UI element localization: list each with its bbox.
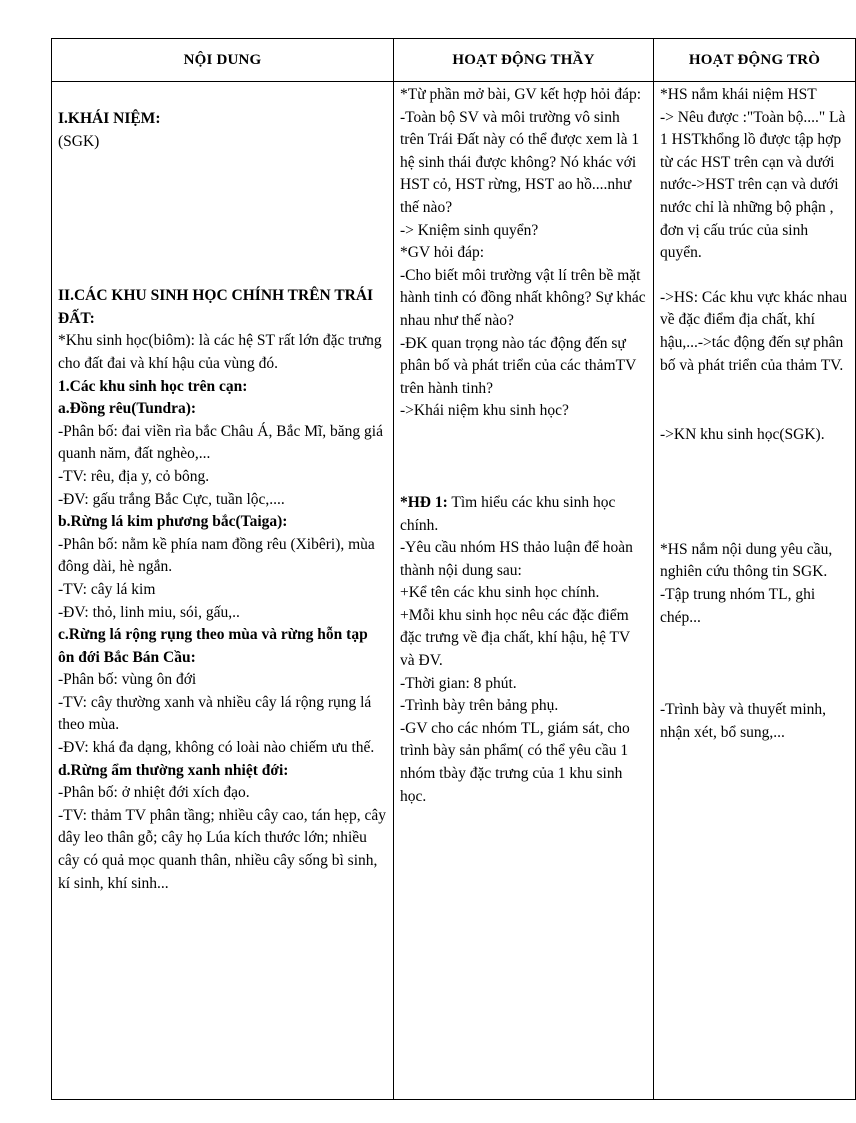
col1-paragraph: -Phân bố: ở nhiệt đới xích đạo. xyxy=(58,784,250,802)
col1-paragraph: 1.Các khu sinh học trên cạn: xyxy=(58,377,248,395)
col2-paragraph: ->Khái niệm khu sinh học? xyxy=(400,402,569,420)
col1-paragraph: -Phân bố: nằm kề phía nam đồng rêu (Xibêri), mùa đông dài, hè ngắn. xyxy=(58,535,375,576)
header-hoat-dong-thay: HOẠT ĐỘNG THẦY xyxy=(394,39,654,82)
col1-paragraph: -ĐV: thỏ, linh miu, sói, gấu,.. xyxy=(58,603,240,621)
col1-paragraph: c.Rừng lá rộng rụng theo mùa và rừng hỗn tạp ôn đới Bắc Bán Cầu: xyxy=(58,626,368,666)
col2-paragraph: -Cho biết môi trường vật lí trên bề mặt hành tinh có đồng nhất không? Sự khác nhau như thế nào? xyxy=(400,266,646,329)
col3-paragraph: *HS nắm khái niệm HST xyxy=(660,86,817,103)
col1-paragraph: *Khu sinh học(biôm): là các hệ ST rất lớn đặc trưng cho đất đai và khí hậu của vùng đó. xyxy=(58,332,382,372)
col1-paragraph: a.Đồng rêu(Tundra): xyxy=(58,400,197,418)
col1-paragraph: -TV: rêu, địa y, cỏ bông. xyxy=(58,467,210,485)
col2-paragraph-label: *HĐ 1: xyxy=(400,493,448,511)
hoat-dong-thay-cell xyxy=(394,82,654,1100)
col2-paragraph: -Thời gian: 8 phút. xyxy=(400,674,517,692)
col2-paragraph: *Từ phần mở bài, GV kết hợp hỏi đáp: xyxy=(400,86,642,103)
content-row xyxy=(52,82,856,1100)
col1-paragraph: -TV: cây thường xanh và nhiều cây lá rộng rụng lá theo mùa. xyxy=(58,693,372,734)
col1-paragraph: -Phân bố: đai viền rìa bắc Châu Á, Bắc Mĩ, băng giá quanh năm, đất nghèo,... xyxy=(58,422,383,463)
col2-paragraph xyxy=(400,492,647,537)
col2-paragraph: -Toàn bộ SV và môi trường vô sinh trên Trái Đất này có thể được xem là 1 hệ sinh thái được không? Nó khác với HST cỏ, HST rừng, HST ao hồ....như thế nào? xyxy=(400,108,640,216)
col2-paragraph: *GV hỏi đáp: xyxy=(400,244,485,262)
col2-paragraph: -Yêu cầu nhóm HS thảo luận để hoàn thành nội dung sau: xyxy=(400,539,633,579)
col3-paragraph: ->KN khu sinh học(SGK). xyxy=(660,426,825,444)
hoat-dong-tro-cell xyxy=(654,82,856,1100)
col3-paragraph: ->HS: Các khu vực khác nhau về đặc điểm địa chất, khí hậu,...->tác động đến sự phân bố và phát triển của thảm TV. xyxy=(660,288,848,374)
col2-paragraph-text: Tìm hiểu các khu sinh học chính. xyxy=(400,493,616,534)
col1-paragraph: -ĐV: khá đa dạng, không có loài nào chiếm ưu thế. xyxy=(58,739,375,757)
header-noi-dung: NỘI DUNG xyxy=(52,39,394,82)
col1-paragraph: b.Rừng lá kim phương bắc(Taiga): xyxy=(58,513,288,531)
col2-paragraph: -Trình bày trên bảng phụ. xyxy=(400,697,559,715)
col2-paragraph: -ĐK quan trọng nào tác động đến sự phân bố và phát triển của các thảmTV trên hành tinh? xyxy=(400,334,636,397)
col3-paragraph: -Tập trung nhóm TL, ghi chép... xyxy=(660,585,816,626)
header-row xyxy=(52,39,856,82)
col2-paragraph: +Mỗi khu sinh học nêu các đặc điểm đặc trưng về địa chất, khí hậu, hệ TV và ĐV. xyxy=(400,606,630,670)
col1-paragraph: -Phân bố: vùng ôn đới xyxy=(58,671,197,689)
col1-paragraph: -TV: cây lá kim xyxy=(58,580,156,598)
col3-paragraph: -Trình bày và thuyết minh, nhận xét, bổ sung,... xyxy=(660,701,827,741)
header-hoat-dong-tro: HOẠT ĐỘNG TRÒ xyxy=(654,39,856,82)
col1-paragraph: -ĐV: gấu trắng Bắc Cực, tuần lộc,.... xyxy=(58,490,285,508)
col2-paragraph: -> Kniệm sinh quyển? xyxy=(400,221,539,239)
lesson-table xyxy=(51,38,856,1100)
col1-paragraph: (SGK) xyxy=(58,132,100,150)
col3-paragraph: *HS nắm nội dung yêu cầu, nghiên cứu thông tin SGK. xyxy=(660,540,833,581)
col3-paragraph: -> Nêu được :"Toàn bộ...." Là 1 HSTkhổng lồ được tập hợp từ các HST trên cạn và dưới nước->HST trên cạn và dưới nước chỉ là những bộ phận , đơn vị cấu trúc của sinh quyển. xyxy=(660,108,846,262)
col1-paragraph: d.Rừng ẩm thường xanh nhiệt đới: xyxy=(58,761,289,779)
noi-dung-cell xyxy=(52,82,394,1100)
col1-paragraph: I.KHÁI NIỆM: xyxy=(58,110,161,127)
col2-paragraph: -GV cho các nhóm TL, giám sát, cho trình bày sản phẩm( có thể yêu cầu 1 nhóm tbày đặc trưng của 1 khu sinh học. xyxy=(400,719,630,805)
col1-paragraph: II.CÁC KHU SINH HỌC CHÍNH TRÊN TRÁI ĐẤT: xyxy=(58,287,374,327)
col1-paragraph: -TV: thảm TV phân tầng; nhiều cây cao, tán hẹp, cây dây leo thân gỗ; cây họ Lúa kích thước lớn; nhiều cây có quả mọc quanh thân, nhiều cây sống bì sinh, kí sinh, khí sinh... xyxy=(58,806,386,892)
col2-paragraph: +Kể tên các khu sinh học chính. xyxy=(400,584,600,602)
